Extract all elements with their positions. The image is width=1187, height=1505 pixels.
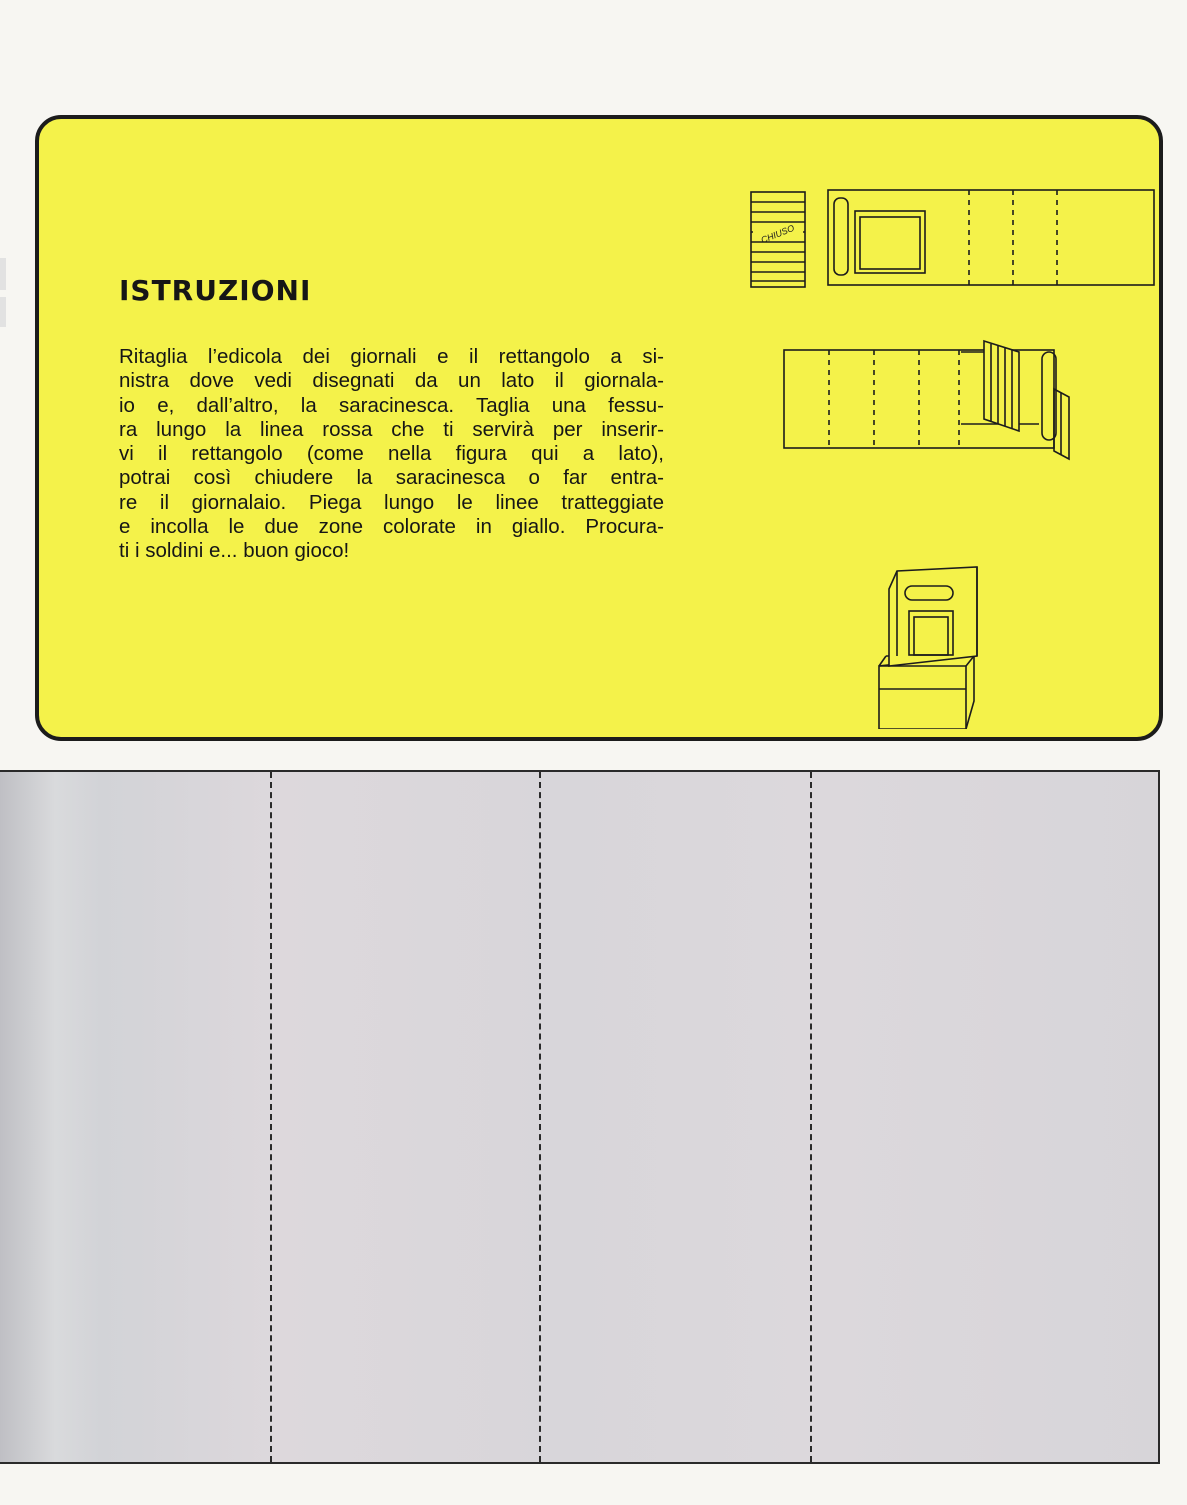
instructions-line: re il giornalaio. Piega lungo le linee tratteggiate	[119, 490, 664, 514]
instructions-line: Ritaglia l’edicola dei giornali e il rettangolo a si-	[119, 345, 664, 368]
shutter-label: CHIUSO	[759, 222, 796, 246]
instructions-body	[119, 345, 664, 564]
instructions-line: potrai così chiudere la saracinesca o far entra-	[119, 466, 664, 490]
instructions-card	[35, 115, 1163, 741]
instructions-line: nistra dove vedi disegnati da un lato il giornala-	[119, 369, 664, 393]
fold-line	[539, 772, 541, 1462]
instructions-title: ISTRUZIONI	[119, 274, 312, 307]
fold-line	[810, 772, 812, 1462]
instructions-line: ra lungo la linea rossa che ti servirà per inserir-	[119, 417, 664, 441]
instructions-line: vi il rettangolo (come nella figura qui a lato),	[119, 442, 664, 466]
fold-line	[270, 772, 272, 1462]
instructions-line: e incolla le due zone colorate in giallo. Procura-	[119, 515, 664, 539]
kiosk-3d-icon	[879, 567, 977, 729]
assembled-side-view-icon	[784, 341, 1069, 459]
instructions-line: ti i soldini e... buon gioco!	[119, 539, 350, 563]
cutout-panel	[0, 770, 1160, 1464]
instructions-illustrations	[739, 169, 1159, 729]
instructions-line: io e, dall’altro, la saracinesca. Taglia una fessu-	[119, 393, 664, 417]
flat-template-icon	[751, 190, 1154, 287]
